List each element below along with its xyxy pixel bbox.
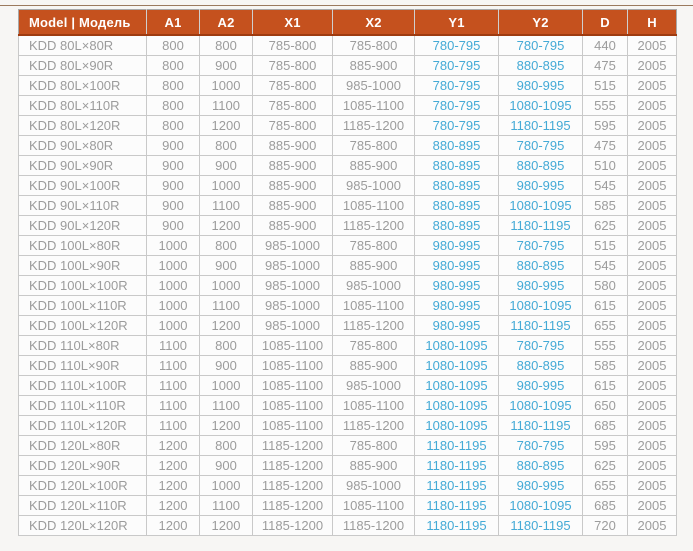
table-row <box>19 236 677 256</box>
table-row <box>19 276 677 296</box>
column-header-d: D <box>583 10 628 36</box>
value-cell: 800 <box>200 35 253 56</box>
value-cell: 615 <box>583 296 628 316</box>
model-cell: KDD 80L×90R <box>19 56 147 76</box>
value-cell: 1100 <box>147 396 200 416</box>
value-cell: 1085-1100 <box>253 376 333 396</box>
value-cell: 1085-1100 <box>333 96 415 116</box>
value-cell: 885-900 <box>333 256 415 276</box>
table-row <box>19 336 677 356</box>
value-cell: 1085-1100 <box>333 196 415 216</box>
value-cell: 1185-1200 <box>333 316 415 336</box>
value-cell: 510 <box>583 156 628 176</box>
table-row <box>19 476 677 496</box>
value-cell: 980-995 <box>499 76 583 96</box>
value-cell: 980-995 <box>415 236 499 256</box>
value-cell: 800 <box>147 35 200 56</box>
table-row <box>19 196 677 216</box>
column-header-x2: X2 <box>333 10 415 36</box>
value-cell: 1180-1195 <box>499 316 583 336</box>
value-cell: 1000 <box>200 76 253 96</box>
table-row <box>19 436 677 456</box>
value-cell: 780-795 <box>499 35 583 56</box>
value-cell: 685 <box>583 416 628 436</box>
value-cell: 980-995 <box>499 376 583 396</box>
value-cell: 985-1000 <box>333 376 415 396</box>
value-cell: 885-900 <box>333 156 415 176</box>
column-header-a2: A2 <box>200 10 253 36</box>
value-cell: 1200 <box>200 216 253 236</box>
value-cell: 1200 <box>147 456 200 476</box>
value-cell: 785-800 <box>253 96 333 116</box>
value-cell: 2005 <box>628 56 677 76</box>
value-cell: 1180-1195 <box>415 436 499 456</box>
value-cell: 1185-1200 <box>253 456 333 476</box>
model-cell: KDD 110L×120R <box>19 416 147 436</box>
value-cell: 900 <box>200 156 253 176</box>
value-cell: 785-800 <box>333 336 415 356</box>
value-cell: 2005 <box>628 316 677 336</box>
value-cell: 2005 <box>628 236 677 256</box>
value-cell: 800 <box>200 336 253 356</box>
value-cell: 880-895 <box>415 136 499 156</box>
value-cell: 1180-1195 <box>415 496 499 516</box>
table-row <box>19 256 677 276</box>
value-cell: 985-1000 <box>333 76 415 96</box>
value-cell: 880-895 <box>415 196 499 216</box>
value-cell: 800 <box>200 436 253 456</box>
value-cell: 985-1000 <box>253 256 333 276</box>
model-cell: KDD 120L×110R <box>19 496 147 516</box>
value-cell: 1185-1200 <box>253 496 333 516</box>
value-cell: 1100 <box>200 496 253 516</box>
page-top-divider <box>0 5 693 6</box>
table-row <box>19 356 677 376</box>
column-header-a1: A1 <box>147 10 200 36</box>
value-cell: 1000 <box>147 316 200 336</box>
value-cell: 475 <box>583 56 628 76</box>
column-header-h: H <box>628 10 677 36</box>
value-cell: 2005 <box>628 336 677 356</box>
value-cell: 785-800 <box>253 116 333 136</box>
value-cell: 2005 <box>628 216 677 236</box>
value-cell: 555 <box>583 96 628 116</box>
value-cell: 980-995 <box>415 296 499 316</box>
value-cell: 555 <box>583 336 628 356</box>
value-cell: 880-895 <box>415 216 499 236</box>
value-cell: 885-900 <box>333 356 415 376</box>
value-cell: 2005 <box>628 156 677 176</box>
value-cell: 800 <box>147 96 200 116</box>
value-cell: 2005 <box>628 35 677 56</box>
value-cell: 1080-1095 <box>499 96 583 116</box>
value-cell: 2005 <box>628 516 677 536</box>
value-cell: 780-795 <box>415 56 499 76</box>
value-cell: 780-795 <box>415 116 499 136</box>
value-cell: 2005 <box>628 256 677 276</box>
column-header-y1: Y1 <box>415 10 499 36</box>
value-cell: 2005 <box>628 296 677 316</box>
value-cell: 980-995 <box>499 176 583 196</box>
value-cell: 800 <box>200 236 253 256</box>
value-cell: 1200 <box>200 316 253 336</box>
value-cell: 985-1000 <box>253 316 333 336</box>
value-cell: 1100 <box>147 336 200 356</box>
value-cell: 1080-1095 <box>499 196 583 216</box>
value-cell: 885-900 <box>253 196 333 216</box>
value-cell: 1085-1100 <box>253 356 333 376</box>
value-cell: 1080-1095 <box>499 396 583 416</box>
value-cell: 2005 <box>628 456 677 476</box>
value-cell: 475 <box>583 136 628 156</box>
value-cell: 515 <box>583 236 628 256</box>
model-cell: KDD 100L×120R <box>19 316 147 336</box>
model-cell: KDD 100L×80R <box>19 236 147 256</box>
value-cell: 900 <box>147 216 200 236</box>
model-cell: KDD 120L×90R <box>19 456 147 476</box>
value-cell: 880-895 <box>499 356 583 376</box>
value-cell: 780-795 <box>499 136 583 156</box>
value-cell: 1085-1100 <box>333 396 415 416</box>
table-row <box>19 216 677 236</box>
value-cell: 1080-1095 <box>415 336 499 356</box>
value-cell: 545 <box>583 256 628 276</box>
value-cell: 900 <box>200 256 253 276</box>
value-cell: 515 <box>583 76 628 96</box>
table-row <box>19 96 677 116</box>
value-cell: 985-1000 <box>253 296 333 316</box>
value-cell: 800 <box>147 76 200 96</box>
value-cell: 985-1000 <box>333 276 415 296</box>
value-cell: 985-1000 <box>253 236 333 256</box>
value-cell: 2005 <box>628 176 677 196</box>
value-cell: 785-800 <box>333 136 415 156</box>
table-row <box>19 516 677 536</box>
value-cell: 985-1000 <box>253 276 333 296</box>
value-cell: 780-795 <box>415 76 499 96</box>
value-cell: 1000 <box>147 296 200 316</box>
value-cell: 985-1000 <box>333 476 415 496</box>
value-cell: 655 <box>583 476 628 496</box>
value-cell: 1080-1095 <box>499 296 583 316</box>
value-cell: 650 <box>583 396 628 416</box>
table-row <box>19 496 677 516</box>
value-cell: 980-995 <box>415 316 499 336</box>
model-cell: KDD 100L×110R <box>19 296 147 316</box>
table-row <box>19 176 677 196</box>
value-cell: 2005 <box>628 96 677 116</box>
table-header <box>19 10 677 36</box>
value-cell: 900 <box>147 156 200 176</box>
value-cell: 885-900 <box>253 156 333 176</box>
value-cell: 1100 <box>147 356 200 376</box>
value-cell: 1000 <box>200 476 253 496</box>
value-cell: 1180-1195 <box>499 116 583 136</box>
value-cell: 625 <box>583 456 628 476</box>
value-cell: 800 <box>200 136 253 156</box>
table-row <box>19 316 677 336</box>
value-cell: 1080-1095 <box>415 396 499 416</box>
value-cell: 880-895 <box>415 156 499 176</box>
model-cell: KDD 110L×110R <box>19 396 147 416</box>
value-cell: 1100 <box>200 396 253 416</box>
value-cell: 1000 <box>200 276 253 296</box>
model-cell: KDD 90L×110R <box>19 196 147 216</box>
value-cell: 1100 <box>200 96 253 116</box>
value-cell: 900 <box>200 56 253 76</box>
table-row <box>19 416 677 436</box>
value-cell: 2005 <box>628 116 677 136</box>
value-cell: 880-895 <box>499 456 583 476</box>
value-cell: 1200 <box>200 516 253 536</box>
value-cell: 1085-1100 <box>253 336 333 356</box>
value-cell: 1100 <box>200 196 253 216</box>
value-cell: 1080-1095 <box>415 376 499 396</box>
value-cell: 1180-1195 <box>499 416 583 436</box>
value-cell: 2005 <box>628 356 677 376</box>
table-row <box>19 456 677 476</box>
value-cell: 785-800 <box>253 76 333 96</box>
value-cell: 780-795 <box>499 336 583 356</box>
model-cell: KDD 80L×100R <box>19 76 147 96</box>
table-row <box>19 56 677 76</box>
value-cell: 980-995 <box>499 276 583 296</box>
value-cell: 595 <box>583 116 628 136</box>
model-cell: KDD 90L×120R <box>19 216 147 236</box>
value-cell: 625 <box>583 216 628 236</box>
value-cell: 1085-1100 <box>253 396 333 416</box>
model-cell: KDD 120L×80R <box>19 436 147 456</box>
value-cell: 880-895 <box>499 256 583 276</box>
model-cell: KDD 120L×100R <box>19 476 147 496</box>
column-header-model: Model | Модель <box>19 10 147 36</box>
value-cell: 900 <box>147 136 200 156</box>
table-row <box>19 296 677 316</box>
model-cell: KDD 100L×90R <box>19 256 147 276</box>
model-cell: KDD 90L×100R <box>19 176 147 196</box>
value-cell: 1200 <box>147 476 200 496</box>
value-cell: 1185-1200 <box>333 116 415 136</box>
value-cell: 1000 <box>147 276 200 296</box>
table-row <box>19 76 677 96</box>
value-cell: 1100 <box>147 376 200 396</box>
value-cell: 1080-1095 <box>499 496 583 516</box>
model-cell: KDD 80L×110R <box>19 96 147 116</box>
value-cell: 900 <box>200 456 253 476</box>
value-cell: 800 <box>147 56 200 76</box>
table-row <box>19 156 677 176</box>
value-cell: 1100 <box>147 416 200 436</box>
value-cell: 2005 <box>628 136 677 156</box>
value-cell: 780-795 <box>499 236 583 256</box>
value-cell: 2005 <box>628 376 677 396</box>
value-cell: 785-800 <box>333 35 415 56</box>
value-cell: 595 <box>583 436 628 456</box>
value-cell: 785-800 <box>253 56 333 76</box>
value-cell: 2005 <box>628 276 677 296</box>
value-cell: 1185-1200 <box>333 216 415 236</box>
value-cell: 880-895 <box>415 176 499 196</box>
table-row <box>19 396 677 416</box>
value-cell: 785-800 <box>333 436 415 456</box>
value-cell: 580 <box>583 276 628 296</box>
model-cell: KDD 120L×120R <box>19 516 147 536</box>
value-cell: 780-795 <box>415 96 499 116</box>
value-cell: 1000 <box>147 236 200 256</box>
value-cell: 885-900 <box>253 216 333 236</box>
value-cell: 980-995 <box>415 256 499 276</box>
value-cell: 545 <box>583 176 628 196</box>
table-body <box>19 35 677 536</box>
value-cell: 1185-1200 <box>253 476 333 496</box>
value-cell: 2005 <box>628 416 677 436</box>
value-cell: 885-900 <box>333 456 415 476</box>
value-cell: 785-800 <box>333 236 415 256</box>
value-cell: 800 <box>147 116 200 136</box>
value-cell: 1080-1095 <box>415 416 499 436</box>
value-cell: 1185-1200 <box>333 416 415 436</box>
value-cell: 885-900 <box>253 176 333 196</box>
model-cell: KDD 110L×100R <box>19 376 147 396</box>
value-cell: 1180-1195 <box>415 516 499 536</box>
value-cell: 1085-1100 <box>253 416 333 436</box>
value-cell: 1180-1195 <box>499 216 583 236</box>
value-cell: 685 <box>583 496 628 516</box>
value-cell: 885-900 <box>253 136 333 156</box>
value-cell: 1000 <box>200 176 253 196</box>
value-cell: 1000 <box>147 256 200 276</box>
value-cell: 900 <box>147 196 200 216</box>
model-cell: KDD 110L×90R <box>19 356 147 376</box>
value-cell: 1180-1195 <box>499 516 583 536</box>
value-cell: 900 <box>200 356 253 376</box>
value-cell: 780-795 <box>499 436 583 456</box>
model-cell: KDD 80L×120R <box>19 116 147 136</box>
table-row <box>19 136 677 156</box>
value-cell: 780-795 <box>415 35 499 56</box>
value-cell: 585 <box>583 196 628 216</box>
column-header-y2: Y2 <box>499 10 583 36</box>
value-cell: 880-895 <box>499 56 583 76</box>
value-cell: 785-800 <box>253 35 333 56</box>
value-cell: 980-995 <box>499 476 583 496</box>
value-cell: 2005 <box>628 396 677 416</box>
header-row <box>19 10 677 36</box>
column-header-x1: X1 <box>253 10 333 36</box>
value-cell: 615 <box>583 376 628 396</box>
value-cell: 985-1000 <box>333 176 415 196</box>
model-cell: KDD 90L×80R <box>19 136 147 156</box>
table-row <box>19 376 677 396</box>
value-cell: 1085-1100 <box>333 296 415 316</box>
value-cell: 585 <box>583 356 628 376</box>
value-cell: 720 <box>583 516 628 536</box>
model-cell: KDD 100L×100R <box>19 276 147 296</box>
value-cell: 2005 <box>628 476 677 496</box>
spec-table <box>18 9 677 536</box>
value-cell: 2005 <box>628 196 677 216</box>
value-cell: 2005 <box>628 436 677 456</box>
value-cell: 1180-1195 <box>415 476 499 496</box>
value-cell: 2005 <box>628 76 677 96</box>
value-cell: 1200 <box>147 516 200 536</box>
value-cell: 440 <box>583 35 628 56</box>
value-cell: 1080-1095 <box>415 356 499 376</box>
value-cell: 1200 <box>200 116 253 136</box>
table-row <box>19 35 677 56</box>
value-cell: 1180-1195 <box>415 456 499 476</box>
value-cell: 1200 <box>200 416 253 436</box>
model-cell: KDD 80L×80R <box>19 35 147 56</box>
value-cell: 2005 <box>628 496 677 516</box>
model-cell: KDD 90L×90R <box>19 156 147 176</box>
value-cell: 880-895 <box>499 156 583 176</box>
value-cell: 655 <box>583 316 628 336</box>
model-cell: KDD 110L×80R <box>19 336 147 356</box>
value-cell: 1000 <box>200 376 253 396</box>
value-cell: 1100 <box>200 296 253 316</box>
value-cell: 1185-1200 <box>333 516 415 536</box>
value-cell: 1200 <box>147 496 200 516</box>
value-cell: 1085-1100 <box>333 496 415 516</box>
value-cell: 1200 <box>147 436 200 456</box>
value-cell: 980-995 <box>415 276 499 296</box>
table-row <box>19 116 677 136</box>
value-cell: 1185-1200 <box>253 436 333 456</box>
value-cell: 1185-1200 <box>253 516 333 536</box>
value-cell: 900 <box>147 176 200 196</box>
value-cell: 885-900 <box>333 56 415 76</box>
